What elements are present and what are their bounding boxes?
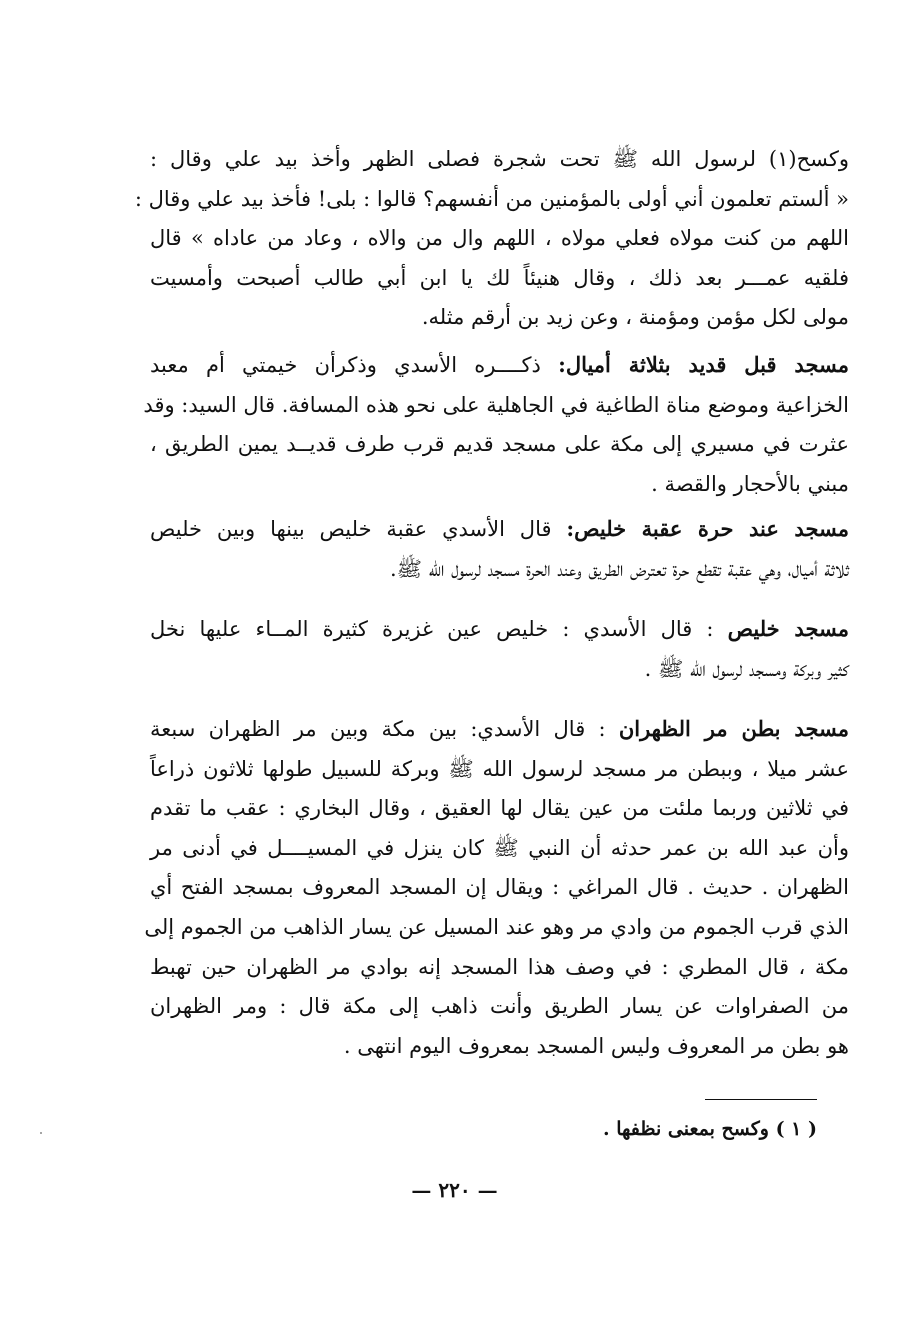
heading-continuation: قال الأسدي عقبة خليص بينها وبين خليص xyxy=(150,517,567,541)
text-line: مبني بالأحجار والقصة . xyxy=(651,471,849,496)
section-heading: مسجد قبل قديد بثلاثة أميال: xyxy=(558,352,849,377)
text-line xyxy=(150,345,849,386)
text-line xyxy=(150,709,849,750)
paragraph-khulays-mosque xyxy=(150,609,849,689)
section-heading: مسجد بطن مر الظهران xyxy=(618,716,849,741)
text-line: كثير وبركة ومسجد لرسول الله ﷺ . xyxy=(644,656,849,681)
text-line: وأن عبد الله بن عمر حدثه أن النبي ﷺ كان ينزل في المسيــــل في أدنى مر xyxy=(150,835,849,860)
heading-continuation: : قال الأسدي : خليص عين غزيرة كثيرة المــاء عليها نخل xyxy=(150,617,728,641)
text-line: ثلاثة أميال، وهي عقبة تقطع حرة تعترض الطريق وعند الحرة مسجد لرسول الله ﷺ. xyxy=(389,556,849,581)
footnote: ( ١ ) وكسح بمعنى نظفها . xyxy=(603,1118,817,1140)
text-line: الخزاعية وموضع مناة الطاغية في الجاهلية على نحو هذه المسافة. قال السيد: وقد xyxy=(143,392,849,417)
paragraph-marr-zahran-mosque xyxy=(144,709,849,1066)
text-line: اللهم من كنت مولاه فعلي مولاه ، اللهم وال من والاه ، وعاد من عاداه » قال xyxy=(150,226,849,251)
text-line: عشر ميلا ، وببطن مر مسجد لرسول الله ﷺ وبركة للسبيل طولها ثلاثون ذراعاً xyxy=(150,756,849,781)
scan-speck xyxy=(40,1132,42,1134)
text-line: الذي قرب الجموم من وادي مر وهو عند المسيل عن يسار الذاهب من الجموم إلى xyxy=(144,914,849,939)
text-line: مكة ، قال المطري : في وصف هذا المسجد إنه بوادي مر الظهران حين تهبط xyxy=(150,954,849,979)
text-line: مولى لكل مؤمن ومؤمنة ، وعن زيد بن أرقم مثله. xyxy=(421,305,849,330)
text-line: الظهران . حديث . قال المراغي : ويقال إن المسجد المعروف بمسجد الفتح أي xyxy=(150,875,849,900)
page-number: — ٢٢٠ — xyxy=(411,1178,498,1202)
heading-continuation: : قال الأسدي: بين مكة وبين مر الظهران سبعة xyxy=(150,717,619,741)
text-line: في ثلاثين وربما ملئت من عين يقال لها العقيق ، وقال البخاري : عقب ما تقدم xyxy=(150,796,849,821)
text-line: من الصفراوات عن يسار الطريق وأنت ذاهب إلى مكة قال : ومر الظهران xyxy=(150,994,849,1019)
paragraph-hadith xyxy=(134,140,849,338)
heading-continuation: ذكــــره الأسدي وذكرأن خيمتي أم معبد xyxy=(150,353,559,377)
text-line: « ألستم تعلمون أني أولى بالمؤمنين من أنفسهم؟ قالوا : بلى! فأخذ بيد علي وقال : xyxy=(134,186,849,211)
text-line: هو بطن مر المعروف وليس المسجد بمعروف اليوم انتهى . xyxy=(343,1033,849,1058)
section-heading: مسجد عند حرة عقبة خليص: xyxy=(566,516,849,541)
text-line xyxy=(150,509,849,550)
section-heading: مسجد خليص xyxy=(727,616,849,641)
text-line: فلقيه عمـــر بعد ذلك ، وقال هنيئاً لك يا ابن أبي طالب أصبحت وأمسيت xyxy=(150,265,849,290)
footnote-divider xyxy=(705,1099,817,1100)
paragraph-qudayd-mosque xyxy=(143,345,849,504)
paragraph-khulays-pass-mosque xyxy=(150,509,849,589)
text-line xyxy=(150,609,849,650)
text-line: وكسح(١) لرسول الله ﷺ تحت شجرة فصلى الظهر وأخذ بيد علي وقال : xyxy=(150,147,849,171)
text-line: عثرت في مسيري إلى مكة على مسجد قديم قرب طرف قديــد يمين الطريق ، xyxy=(150,432,849,457)
